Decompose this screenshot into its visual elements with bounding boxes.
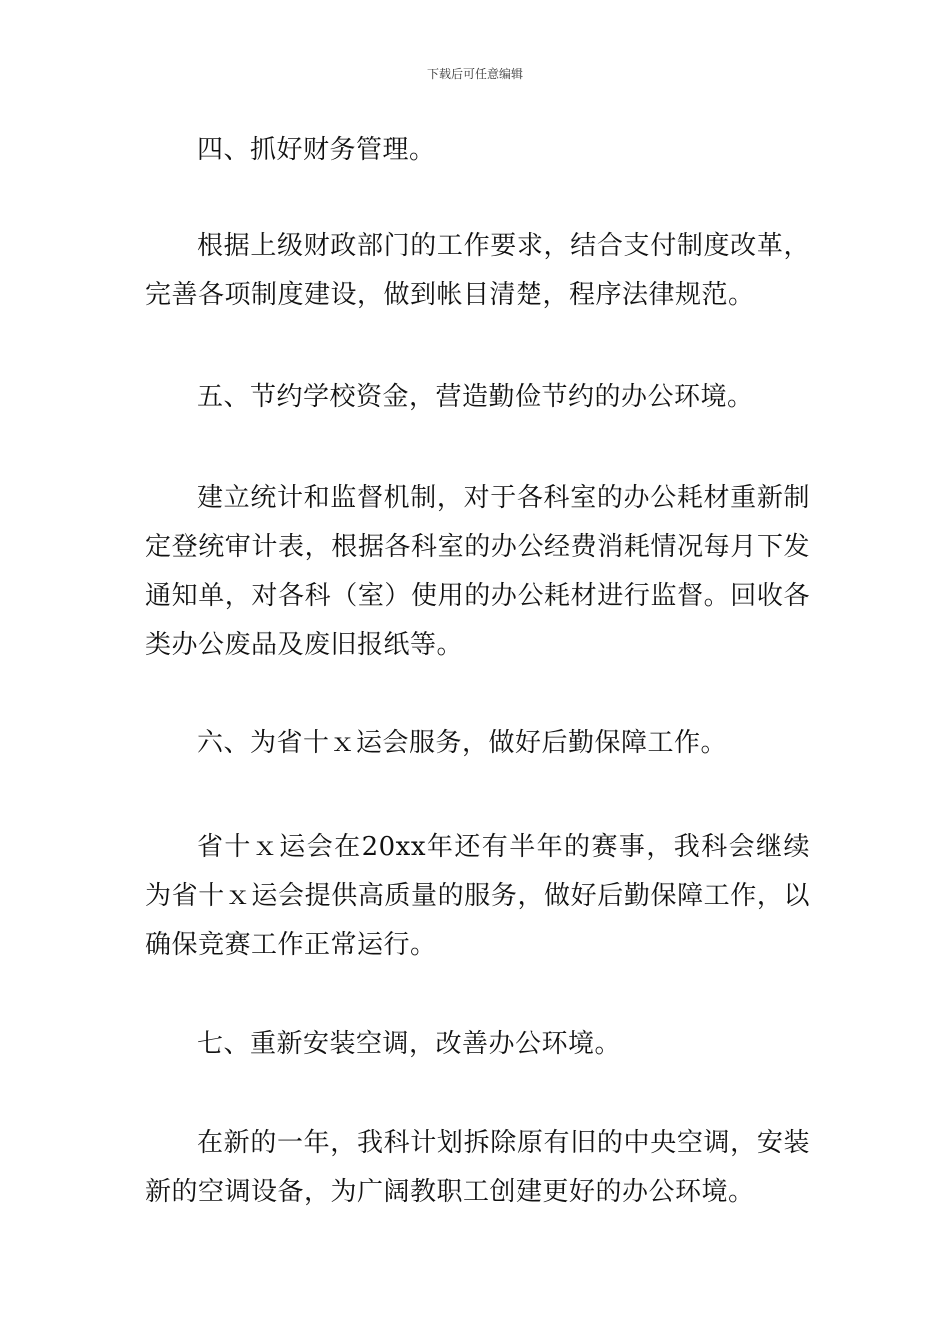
paragraph-aircon: 在新的一年，我科计划拆除原有旧的中央空调，安装新的空调设备，为广阔教职工创建更好的办公环境。 (145, 1128, 810, 1207)
paragraph-savings: 建立统计和监督机制，对于各科室的办公耗材重新制定登统审计表，根据各科室的办公经费消耗情况每月下发通知单，对各科（室）使用的办公耗材进行监督。回收各类办公废品及废旧报纸等。 (145, 483, 810, 660)
paragraph-finance: 根据上级财政部门的工作要求，结合支付制度改革，完善各项制度建设，做到帐目清楚，程序法律规范。 (145, 231, 810, 310)
section-heading-games: 六、为省十ｘ运会服务，做好后勤保障工作。 (197, 728, 728, 758)
section-heading-aircon: 七、重新安装空调，改善办公环境。 (197, 1029, 622, 1059)
section-heading-finance: 四、抓好财务管理。 (197, 135, 436, 165)
paragraph-games: 省十ｘ运会在20xx年还有半年的赛事，我科会继续为省十ｘ运会提供高质量的服务，做好后勤保障工作，以确保竞赛工作正常运行。 (145, 832, 810, 960)
page-header-note: 下载后可任意编辑 (426, 67, 523, 81)
section-heading-savings: 五、节约学校资金，营造勤俭节约的办公环境。 (197, 382, 754, 412)
